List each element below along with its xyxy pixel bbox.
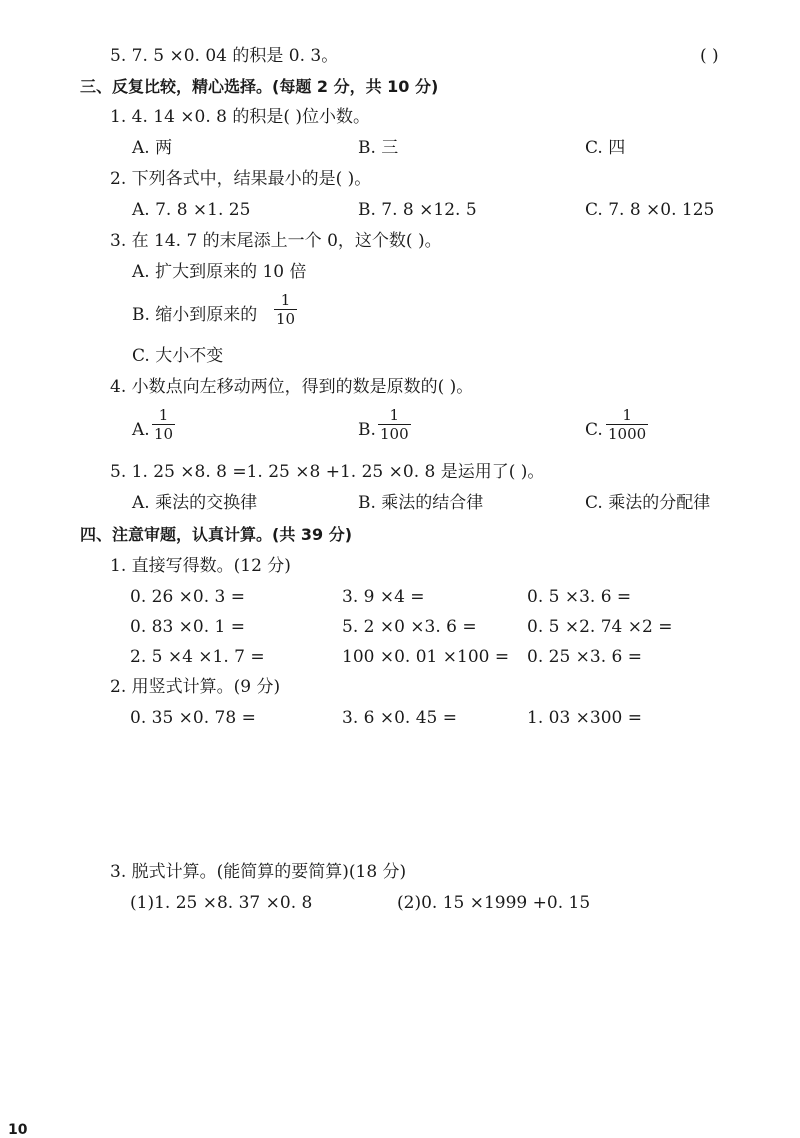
q3-1-option-c[interactable]: C. 四 <box>585 138 626 158</box>
section-4-title: 四、注意审题，认真计算。(共 39 分) <box>80 525 353 544</box>
q3-4-option-a-label[interactable]: A. <box>132 420 150 440</box>
oral-calc-item[interactable]: 5. 2 ×0 ×3. 6 = <box>342 617 477 637</box>
oral-calc-item[interactable]: 0. 26 ×0. 3 = <box>130 587 245 607</box>
q3-3-option-b-fraction <box>274 291 297 328</box>
q3-2-stem: 2. 下列各式中，结果最小的是( )。 <box>110 169 372 189</box>
q3-4-option-b-fraction <box>378 406 411 443</box>
q3-3-option-a[interactable]: A. 扩大到原来的 10 倍 <box>132 262 307 282</box>
q3-1-option-a[interactable]: A. 两 <box>132 138 173 158</box>
fraction-denominator: 10 <box>154 425 174 443</box>
oral-calc-item[interactable]: 2. 5 ×4 ×1. 7 = <box>130 647 265 667</box>
fraction-denominator: 100 <box>380 425 409 443</box>
oral-calc-item[interactable]: 0. 83 ×0. 1 = <box>130 617 245 637</box>
part-2-title: 2. 用竖式计算。(9 分) <box>110 677 281 697</box>
fraction-numerator: 1 <box>280 291 291 309</box>
q3-1-stem: 1. 4. 14 ×0. 8 的积是( )位小数。 <box>110 107 371 127</box>
vertical-calc-item[interactable]: 3. 6 ×0. 45 = <box>342 708 457 728</box>
oral-calc-item[interactable]: 0. 25 ×3. 6 = <box>527 647 642 667</box>
stepwise-calc-item[interactable]: (1)1. 25 ×8. 37 ×0. 8 <box>130 893 313 913</box>
oral-calc-item[interactable]: 100 ×0. 01 ×100 = <box>342 647 510 667</box>
page-number: 10 <box>8 1122 28 1138</box>
q3-3-option-c[interactable]: C. 大小不变 <box>132 346 224 366</box>
q3-2-option-b[interactable]: B. 7. 8 ×12. 5 <box>358 200 477 220</box>
vertical-calc-item[interactable]: 0. 35 ×0. 78 = <box>130 708 256 728</box>
oral-calc-item[interactable]: 0. 5 ×2. 74 ×2 = <box>527 617 673 637</box>
q3-4-option-c-label[interactable]: C. <box>585 420 603 440</box>
q3-3-stem: 3. 在 14. 7 的末尾添上一个 0，这个数( )。 <box>110 231 442 251</box>
answer-bracket[interactable]: ( ) <box>700 46 719 66</box>
fraction-denominator: 10 <box>276 310 296 328</box>
q3-5-option-b[interactable]: B. 乘法的结合律 <box>358 493 484 513</box>
fraction-numerator: 1 <box>622 406 632 424</box>
q3-5-stem: 5. 1. 25 ×8. 8 =1. 25 ×8 +1. 25 ×0. 8 是运用了( )。 <box>110 462 545 482</box>
oral-calc-item[interactable]: 3. 9 ×4 = <box>342 587 425 607</box>
section-3-title: 三、反复比较，精心选择。(每题 2 分，共 10 分) <box>80 77 439 96</box>
q3-3-option-b[interactable]: B. 缩小到原来的 <box>132 305 258 325</box>
q3-5-option-a[interactable]: A. 乘法的交换律 <box>132 493 258 513</box>
q3-4-option-c-fraction <box>606 406 648 443</box>
q3-5-option-c[interactable]: C. 乘法的分配律 <box>585 493 711 513</box>
q3-1-option-b[interactable]: B. 三 <box>358 138 399 158</box>
judgment-question-5: 5. 7. 5 ×0. 04 的积是 0. 3。 <box>110 46 339 66</box>
q3-4-option-a-fraction <box>152 406 175 443</box>
oral-calc-item[interactable]: 0. 5 ×3. 6 = <box>527 587 632 607</box>
fraction-numerator: 1 <box>389 406 400 424</box>
q3-4-stem: 4. 小数点向左移动两位，得到的数是原数的( )。 <box>110 377 474 397</box>
fraction-numerator: 1 <box>158 406 169 424</box>
part-3-title: 3. 脱式计算。(能简算的要简算)(18 分) <box>110 862 407 882</box>
q3-2-option-a[interactable]: A. 7. 8 ×1. 25 <box>132 200 251 220</box>
part-1-title: 1. 直接写得数。(12 分) <box>110 556 291 576</box>
q3-2-option-c[interactable]: C. 7. 8 ×0. 125 <box>585 200 715 220</box>
vertical-calc-item[interactable]: 1. 03 ×300 = <box>527 708 642 728</box>
stepwise-calc-item[interactable]: (2)0. 15 ×1999 +0. 15 <box>397 893 591 913</box>
fraction-denominator: 1000 <box>608 425 647 443</box>
q3-4-option-b-label[interactable]: B. <box>358 420 376 440</box>
